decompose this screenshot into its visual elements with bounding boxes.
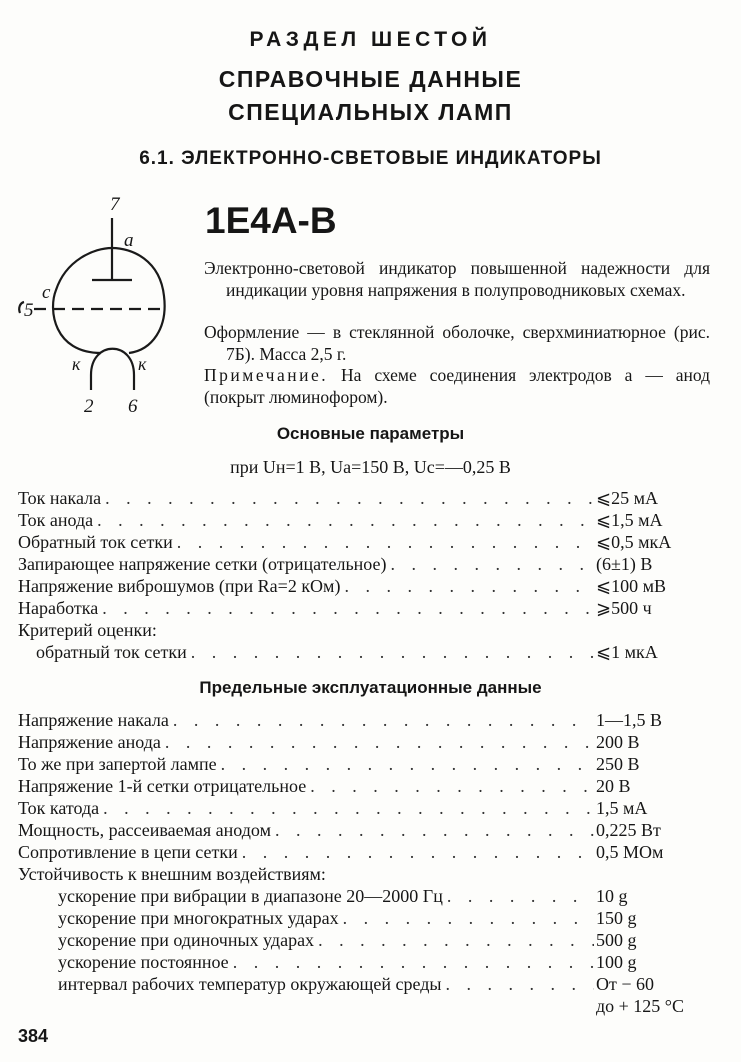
limit-row [58, 930, 720, 952]
main-params-heading: Основные параметры [276, 424, 465, 443]
param-value: ⩽1,5 мА [596, 510, 663, 530]
param-row [36, 642, 720, 664]
limit-value: 0,5 МОм [596, 842, 664, 862]
param-value: ⩽100 мВ [596, 576, 666, 596]
limit-value: От − 60 [596, 974, 655, 994]
param-value: ⩽0,5 мкА [596, 532, 672, 552]
pin-label-grid: 5 [24, 300, 34, 321]
pin-label-cathode-left: 2 [84, 396, 94, 417]
limit-row [58, 886, 720, 908]
param-value: (6±1) В [596, 554, 653, 574]
limit-label: ускорение при одиночных ударах [58, 930, 315, 950]
note-paragraph [204, 365, 710, 408]
param-label: Обратный ток сетки [18, 532, 173, 552]
pin-label-cathode-right: 6 [128, 396, 138, 417]
tube-schematic [14, 190, 184, 420]
limit-label: Напряжение анода [18, 732, 161, 752]
electrode-label-grid: c [42, 282, 51, 303]
lamp-name: 1Е4А-В [205, 200, 337, 241]
param-row [18, 576, 720, 598]
limit-row [18, 732, 720, 754]
limit-row [18, 842, 720, 864]
limit-value: 20 В [596, 776, 631, 796]
param-label: Критерий оценки: [18, 620, 157, 640]
note-text: На схеме соединения электродов a — анод (покрыт люминофором). [204, 365, 711, 407]
param-row [18, 554, 720, 576]
param-label: Запирающее напряжение сетки (отрицательное) [18, 554, 387, 574]
param-value: ⩽25 мА [596, 488, 658, 508]
limit-label: ускорение при многократных ударах [58, 908, 339, 928]
param-row [18, 510, 720, 532]
limit-value: 150 g [596, 908, 637, 928]
limit-params-heading: Предельные эксплуатационные данные [199, 678, 542, 697]
limit-row [18, 710, 720, 732]
param-value: ⩾500 ч [596, 598, 652, 618]
param-label: обратный ток сетки [36, 642, 187, 662]
limit-row [18, 798, 720, 820]
limit-label: Напряжение 1-й сетки отрицательное [18, 776, 307, 796]
limit-row [58, 974, 720, 996]
electrode-label-cathode-right: к [138, 354, 147, 374]
section-label: РАЗДЕЛ ШЕСТОЙ [249, 28, 492, 51]
electrode-label-cathode-left: к [72, 354, 81, 374]
limit-row [18, 820, 720, 842]
param-row [18, 532, 720, 554]
limit-value: 250 В [596, 754, 640, 774]
page-title-line2: СПЕЦИАЛЬНЫХ ЛАМП [228, 99, 513, 125]
limit-label: Мощность, рассеиваемая анодом [18, 820, 271, 840]
limit-value: 200 В [596, 732, 640, 752]
description-text-2: Оформление — в стеклянной оболочке, сверхминиатюрное (рис. 7Б). Масса 2,5 г. [204, 322, 710, 364]
limit-label: интервал рабочих температур окружающей среды [58, 974, 442, 994]
electrode-label-anode: a [124, 230, 134, 251]
limit-value: 10 g [596, 886, 628, 906]
limit-label: ускорение при вибрации в диапазоне 20—2000 Гц [58, 886, 443, 906]
param-label: Наработка [18, 598, 99, 618]
note-label: Примечание. [204, 365, 329, 385]
limit-label: Сопротивление в цепи сетки [18, 842, 238, 862]
param-label: Ток накала [18, 488, 102, 508]
limit-label: Устойчивость к внешним воздействиям: [18, 864, 326, 884]
limit-row [18, 776, 720, 798]
limit-label: Напряжение накала [18, 710, 169, 730]
limit-row [58, 908, 720, 930]
param-value: ⩽1 мкА [596, 642, 658, 662]
param-row [18, 488, 720, 510]
subsection-heading: 6.1. ЭЛЕКТРОННО-СВЕТОВЫЕ ИНДИКАТОРЫ [139, 148, 602, 169]
limit-value: 1—1,5 В [596, 710, 663, 730]
limit-row [18, 754, 720, 776]
limit-value: 500 g [596, 930, 637, 950]
limit-label: ускорение постоянное [58, 952, 229, 972]
limit-value: 100 g [596, 952, 637, 972]
limit-row [58, 952, 720, 974]
description-paragraph-2 [204, 322, 710, 365]
limit-label: Ток катода [18, 798, 100, 818]
page-title-line1: СПРАВОЧНЫЕ ДАННЫЕ [218, 66, 523, 92]
description-text-1: Электронно-световой индикатор повышенной надежности для индикации уровня напряжения в полупроводниковых схемах. [204, 258, 710, 300]
page-number: 384 [18, 1026, 49, 1046]
param-label: Ток анода [18, 510, 94, 530]
limit-value: 1,5 мА [596, 798, 648, 818]
param-row [18, 598, 720, 620]
param-label: Напряжение виброшумов (при Rа=2 кОм) [18, 576, 341, 596]
description-paragraph-1 [204, 258, 710, 301]
limit-row [18, 864, 720, 886]
limit-label: То же при запертой лампе [18, 754, 217, 774]
param-row [18, 620, 720, 642]
temp-upper-limit: до + 125 °С [596, 996, 685, 1016]
main-params-conditions: при Uн=1 В, Uа=150 В, Uс=—0,25 В [230, 457, 511, 477]
limit-value: 0,225 Вт [596, 820, 661, 840]
pin-label-anode: 7 [110, 194, 120, 215]
